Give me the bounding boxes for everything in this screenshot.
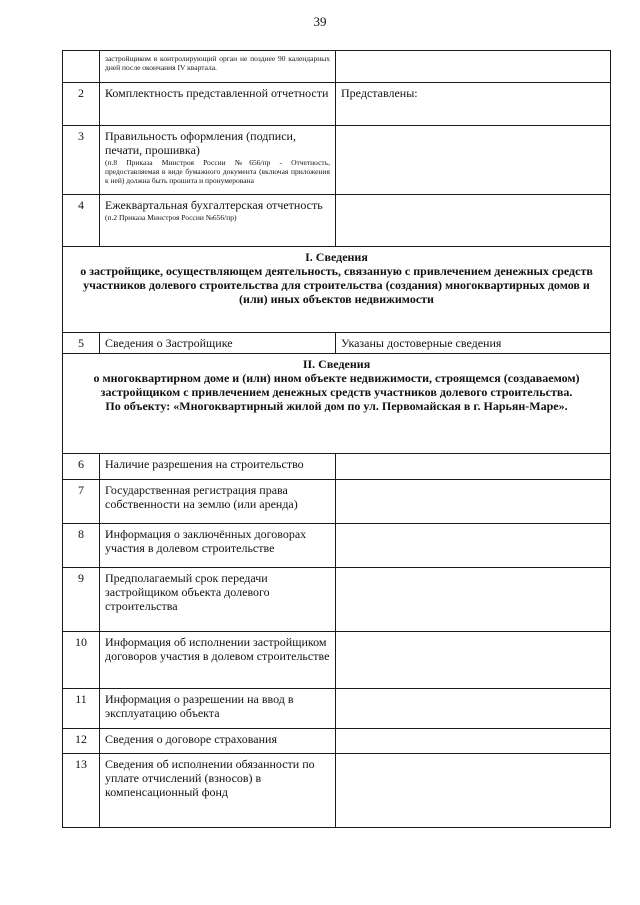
row-number: 11 <box>63 689 100 729</box>
table-row <box>63 480 611 524</box>
row-label-text: Ежеквартальная бухгалтерская отчетность <box>105 198 323 212</box>
row-value <box>336 480 611 524</box>
row-value <box>336 454 611 480</box>
row-value <box>336 754 611 828</box>
row-value <box>336 689 611 729</box>
table-row <box>63 754 611 828</box>
row-label-cell <box>100 51 336 83</box>
table-row <box>63 51 611 83</box>
table-row <box>63 126 611 195</box>
row-value <box>336 195 611 247</box>
row-label-note: (п.8 Приказа Минстроя России №656/пр - Отчетность, предоставляемая в виде бумажного документа (включая приложения к ней) должна быть прошита и пронумерована <box>105 158 330 185</box>
row-value <box>336 568 611 632</box>
row-label-note: (п.2 Приказа Минстроя России №656/пр) <box>105 213 237 222</box>
table-row <box>63 195 611 247</box>
continuation-note: застройщиком в контролирующий орган не позднее 90 календарных дней после окончания IV квартала. <box>105 54 330 72</box>
report-table <box>62 50 611 828</box>
row-number: 4 <box>63 195 100 247</box>
table-row <box>63 568 611 632</box>
table-row <box>63 454 611 480</box>
row-value: Указаны достоверные сведения <box>336 333 611 354</box>
row-number: 5 <box>63 333 100 354</box>
section-2-heading <box>63 354 611 454</box>
row-label: Информация о заключённых договорах участия в долевом строительстве <box>100 524 336 568</box>
table-row <box>63 689 611 729</box>
table-row <box>63 333 611 354</box>
row-value <box>336 632 611 689</box>
row-label <box>100 195 336 247</box>
row-label: Сведения о договоре страхования <box>100 729 336 754</box>
row-label: Информация о разрешении на ввод в эксплуатацию объекта <box>100 689 336 729</box>
section-heading-row <box>63 247 611 333</box>
row-number: 7 <box>63 480 100 524</box>
page-number: 39 <box>313 14 327 29</box>
table-row <box>63 83 611 126</box>
row-number: 8 <box>63 524 100 568</box>
table-row <box>63 729 611 754</box>
row-value <box>336 524 611 568</box>
section-1-text: о застройщике, осуществляющем деятельность, связанную с привлечением денежных средств участников долевого строительства для строительства (создания) многоквартирных домов и (или) иных объектов недвижимости <box>80 264 593 306</box>
table-row <box>63 632 611 689</box>
row-label: Предполагаемый срок передачи застройщиком объекта долевого строительства <box>100 568 336 632</box>
row-label: Наличие разрешения на строительство <box>100 454 336 480</box>
row-number: 10 <box>63 632 100 689</box>
row-number: 3 <box>63 126 100 195</box>
table-row <box>63 524 611 568</box>
row-label: Комплектность представленной отчетности <box>100 83 336 126</box>
row-label: Информация об исполнении застройщиком договоров участия в долевом строительстве <box>100 632 336 689</box>
row-value <box>336 729 611 754</box>
row-label: Государственная регистрация права собственности на землю (или аренда) <box>100 480 336 524</box>
row-number: 2 <box>63 83 100 126</box>
row-value: Представлены: <box>336 83 611 126</box>
section-1-heading <box>63 247 611 333</box>
row-number: 6 <box>63 454 100 480</box>
section-2-title: II. Сведения <box>302 357 371 371</box>
section-1-title: I. Сведения <box>305 250 368 264</box>
row-number: 9 <box>63 568 100 632</box>
row-label <box>100 126 336 195</box>
row-number: 12 <box>63 729 100 754</box>
row-label: Сведения о Застройщике <box>100 333 336 354</box>
section-2-object: По объекту: «Многоквартирный жилой дом по ул. Первомайская в г. Нарьян-Маре». <box>105 399 568 413</box>
row-number-cell <box>63 51 100 83</box>
row-label-text: Правильность оформления (подписи, печати, прошивка) <box>105 129 296 157</box>
row-value-cell <box>336 51 611 83</box>
row-value <box>336 126 611 195</box>
row-number: 13 <box>63 754 100 828</box>
section-2-text: о многоквартирном доме и (или) ином объекте недвижимости, строящемся (создаваемом) застройщиком с привлечением денежных средств участников долевого строительства. <box>93 371 580 399</box>
section-heading-row <box>63 354 611 454</box>
row-label: Сведения об исполнении обязанности по уплате отчислений (взносов) в компенсационный фонд <box>100 754 336 828</box>
